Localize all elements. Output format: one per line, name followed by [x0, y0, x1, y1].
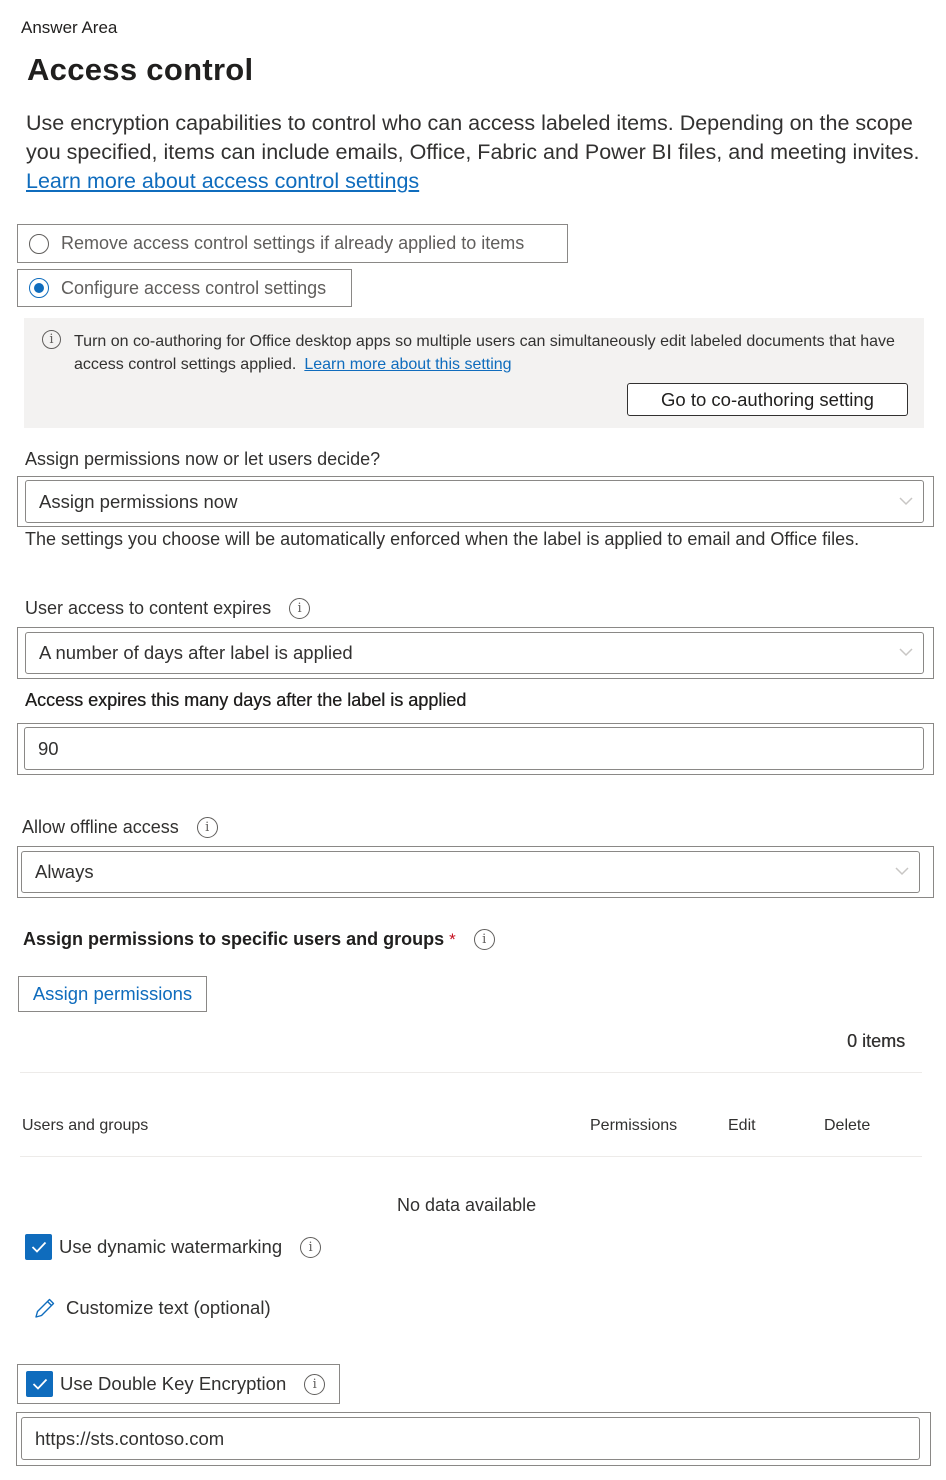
checkmark-icon	[31, 1241, 47, 1253]
dke-url-value: https://sts.contoso.com	[35, 1427, 225, 1449]
column-header-users-groups: Users and groups	[22, 1117, 149, 1134]
info-icon: i	[42, 330, 61, 349]
co-authoring-message: Turn on co-authoring for Office desktop apps so multiple users can simultaneously edit labeled documents that have access control settings applied.	[74, 333, 895, 373]
specific-users-label-row	[23, 929, 495, 950]
expires-label-row	[25, 598, 310, 619]
items-count: 0 items	[847, 1031, 906, 1051]
learn-more-access-control-link[interactable]: Learn more about access control settings	[26, 169, 420, 193]
dke-label: Use Double Key Encryption	[60, 1373, 287, 1394]
description-text: Use encryption capabilities to control who can access labeled items. Depending on the scope you specified, items can include emails, Office, Fabric and Power BI files, and meeting invites.	[26, 111, 920, 164]
days-label: Access expires this many days after the label is applied	[25, 690, 467, 710]
dynamic-watermarking-row[interactable]	[25, 1234, 321, 1260]
assign-permissions-value: Assign permissions now	[39, 490, 238, 512]
info-icon[interactable]: i	[300, 1237, 321, 1258]
info-icon[interactable]: i	[304, 1374, 325, 1395]
expires-value: A number of days after label is applied	[39, 642, 353, 663]
chevron-down-icon	[899, 496, 913, 506]
radio-circle[interactable]	[29, 234, 49, 254]
required-mark: *	[449, 929, 456, 949]
column-header-delete: Delete	[824, 1117, 871, 1134]
double-key-encryption-row[interactable]	[17, 1364, 340, 1404]
offline-value: Always	[35, 861, 94, 882]
radio-remove-settings[interactable]	[17, 224, 568, 263]
info-icon[interactable]: i	[197, 817, 218, 838]
watermarking-label: Use dynamic watermarking	[59, 1236, 283, 1257]
offline-label: Allow offline access	[22, 817, 179, 837]
pencil-icon	[33, 1296, 57, 1320]
learn-more-setting-link[interactable]: Learn more about this setting	[304, 356, 512, 373]
divider	[20, 1156, 922, 1157]
answer-area-label: Answer Area	[21, 18, 118, 37]
info-icon[interactable]: i	[289, 598, 310, 619]
column-header-edit: Edit	[728, 1117, 756, 1134]
assign-permissions-help: The settings you choose will be automatically enforced when the label is applied to email and Office files.	[25, 529, 860, 549]
radio-configure-label: Configure access control settings	[61, 277, 327, 298]
customize-text-label: Customize text (optional)	[66, 1297, 271, 1318]
watermarking-checkbox[interactable]	[25, 1234, 52, 1260]
days-value: 90	[38, 737, 59, 759]
customize-text-row[interactable]	[33, 1296, 271, 1320]
radio-configure-settings[interactable]	[17, 269, 352, 307]
days-input[interactable]	[24, 727, 924, 770]
divider	[20, 1072, 922, 1073]
table-empty-message: No data available	[397, 1195, 537, 1215]
assign-permissions-label: Assign permissions now or let users decide?	[25, 449, 381, 469]
info-icon[interactable]: i	[474, 929, 495, 950]
radio-circle-selected[interactable]	[29, 278, 49, 298]
checkmark-icon	[32, 1378, 48, 1390]
assign-permissions-dropdown[interactable]	[25, 480, 924, 523]
chevron-down-icon	[899, 647, 913, 657]
description	[26, 109, 931, 196]
expires-label: User access to content expires	[25, 598, 272, 618]
radio-remove-label: Remove access control settings if already applied to items	[61, 233, 525, 253]
expires-dropdown[interactable]	[25, 632, 924, 674]
offline-label-row	[22, 817, 218, 838]
dke-checkbox[interactable]	[26, 1371, 53, 1397]
offline-dropdown[interactable]	[21, 851, 920, 893]
go-to-co-authoring-button[interactable]: Go to co-authoring setting	[627, 383, 908, 416]
chevron-down-icon	[895, 866, 909, 876]
specific-users-label: Assign permissions to specific users and groups	[23, 929, 445, 949]
column-header-permissions: Permissions	[590, 1117, 678, 1134]
page-title: Access control	[27, 52, 254, 87]
assign-permissions-button[interactable]: Assign permissions	[18, 976, 207, 1012]
co-authoring-info-text	[74, 330, 904, 376]
dke-url-input[interactable]	[21, 1417, 920, 1460]
